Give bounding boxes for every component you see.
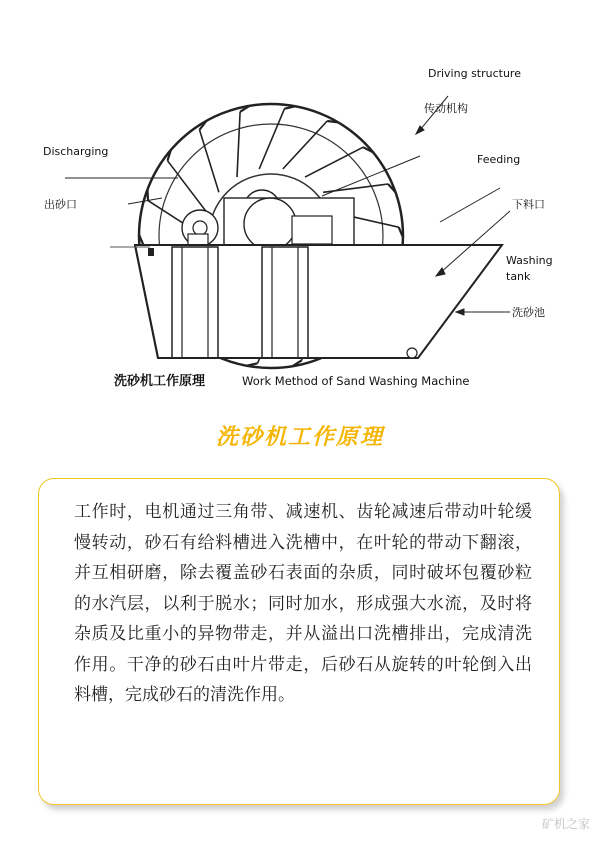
label-feeding-cn: 下料口	[512, 198, 545, 211]
label-washing-tank-cn: 洗砂池	[512, 306, 545, 319]
label-driving-structure-cn: 传动机构	[424, 102, 468, 115]
impeller-blade	[168, 161, 208, 213]
label-washing-tank-line2: tank	[506, 270, 531, 283]
sand-washing-machine-diagram	[40, 48, 577, 402]
impeller-blade-tip	[327, 121, 338, 122]
impeller-blade	[283, 121, 327, 169]
impeller-blade-tip	[247, 363, 258, 365]
impeller-blade	[259, 109, 284, 169]
diagram-panel	[40, 48, 577, 402]
impeller-blade-tip	[285, 106, 296, 108]
label-discharging: Discharging	[43, 145, 109, 158]
impeller-blade	[305, 147, 363, 177]
impeller-blade-tip	[148, 190, 149, 201]
watermark: 矿机之家	[541, 817, 590, 831]
label-feeding: Feeding	[477, 153, 521, 166]
washing-tank	[110, 245, 502, 358]
label-discharging-cn: 出砂口	[44, 198, 77, 211]
diagram-caption-cn: 洗砂机工作原理	[114, 374, 206, 389]
drive-structure	[182, 190, 354, 250]
diagram-caption-en: Work Method of Sand Washing Machine	[242, 374, 470, 388]
page-title: 洗砂机工作原理	[215, 425, 384, 450]
label-driving-structure: Driving structure	[428, 67, 521, 80]
impeller-blade	[200, 130, 219, 193]
impeller-blade	[237, 112, 240, 177]
description-text: 工作时，电机通过三角带、减速机、齿轮减速后带动叶轮缓慢转动，砂石有给料槽进入洗槽中，在叶轮的带动下翻滚，并互相研磨，除去覆盖砂石表面的杂质，同时破坏包覆砂粒的水汽层，以利于脱水；同时加水，形成强大水流，及时将杂质及比重小的异物带走，并从溢出口洗槽排出，完成清洗作用。干净的砂石由叶片带走，后砂石从旋转的叶轮倒入出料槽，完成砂石的清洗作用。	[74, 502, 532, 705]
description-box	[38, 478, 560, 805]
label-washing-tank-line1: Washing	[506, 254, 553, 267]
